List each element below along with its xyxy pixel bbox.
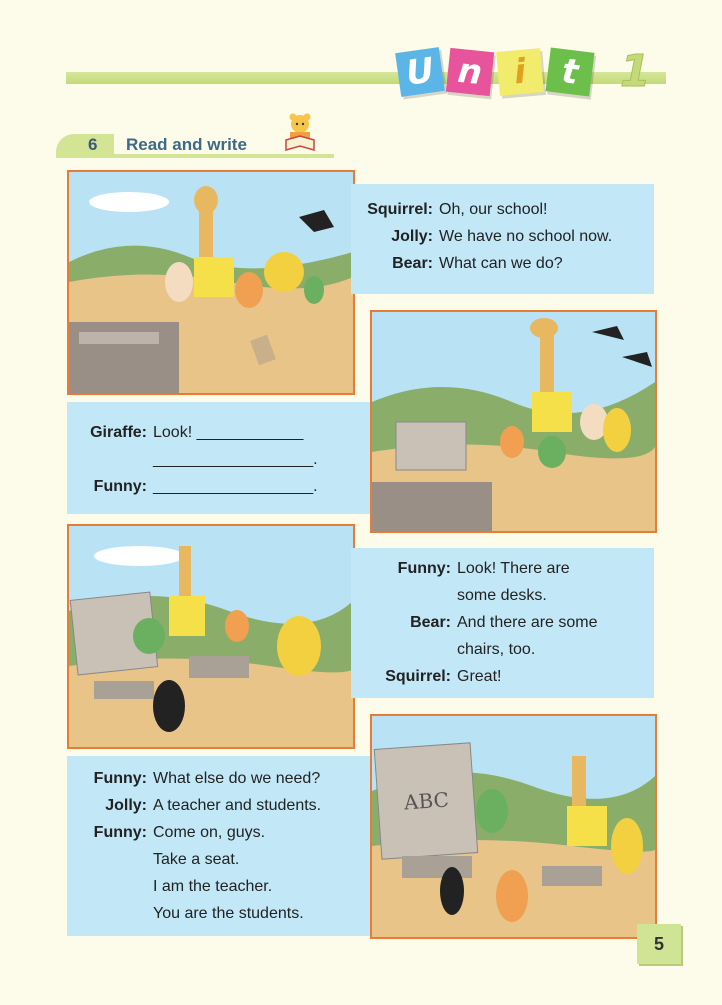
panel-2-scene (372, 312, 655, 531)
blackboard-text: ABC (403, 787, 450, 815)
dialogue-line: Funny: Look! There are (397, 560, 570, 577)
answer-blank[interactable]: __________________. (153, 451, 318, 468)
dialogue-line: Giraffe: Look! ____________ (67, 419, 370, 446)
panel-1-scene (69, 172, 353, 393)
unit-number: 1 (620, 46, 651, 97)
comic-panel-3 (67, 524, 355, 749)
dialogue-line: Jolly: We have no school now. (391, 228, 613, 245)
dialogue-line: some desks. (457, 587, 547, 604)
unit-tile-n: n (446, 47, 494, 95)
comic-panel-2 (370, 310, 657, 533)
dialogue-box-2 (67, 402, 370, 514)
unit-tile-u: U (395, 47, 445, 97)
section-number: 6 (88, 135, 98, 154)
dialogue-line: You are the students. (153, 905, 304, 922)
dialogue-line: Jolly: A teacher and students. (105, 797, 322, 814)
dialogue-line: I am the teacher. (153, 878, 273, 895)
reading-bear-icon (284, 112, 316, 152)
dialogue-line: Bear: And there are some (410, 614, 598, 631)
dialogue-box-3 (351, 548, 654, 698)
dialogue-line: Funny: __________________. (67, 473, 370, 500)
comic-panel-1 (67, 170, 355, 395)
dialogue-line: Bear: What can we do? (392, 255, 563, 272)
panel-3-scene (69, 526, 353, 747)
unit-title (398, 46, 651, 97)
dialogue-box-1 (351, 184, 654, 294)
dialogue-line (67, 446, 370, 473)
dialogue-line: chairs, too. (457, 641, 536, 658)
unit-tile-i: i (496, 48, 544, 96)
dialogue-box-4 (67, 756, 370, 936)
section-tab (56, 134, 114, 156)
dialogue-line: Funny: What else do we need? (93, 770, 321, 787)
comic-panel-4 (370, 714, 657, 939)
section-title: Read and write (126, 135, 247, 154)
answer-blank[interactable]: Look! ____________ (153, 424, 304, 441)
panel-4-scene (372, 716, 655, 937)
dialogue-line: Squirrel: Oh, our school! (367, 201, 548, 218)
dialogue-line: Squirrel: Great! (385, 668, 502, 685)
dialogue-line: Funny: Come on, guys. (93, 824, 266, 841)
answer-blank[interactable]: __________________. (153, 478, 318, 495)
unit-tile-t: t (545, 47, 594, 96)
page-number: 5 (637, 924, 681, 964)
dialogue-line: Take a seat. (153, 851, 240, 868)
